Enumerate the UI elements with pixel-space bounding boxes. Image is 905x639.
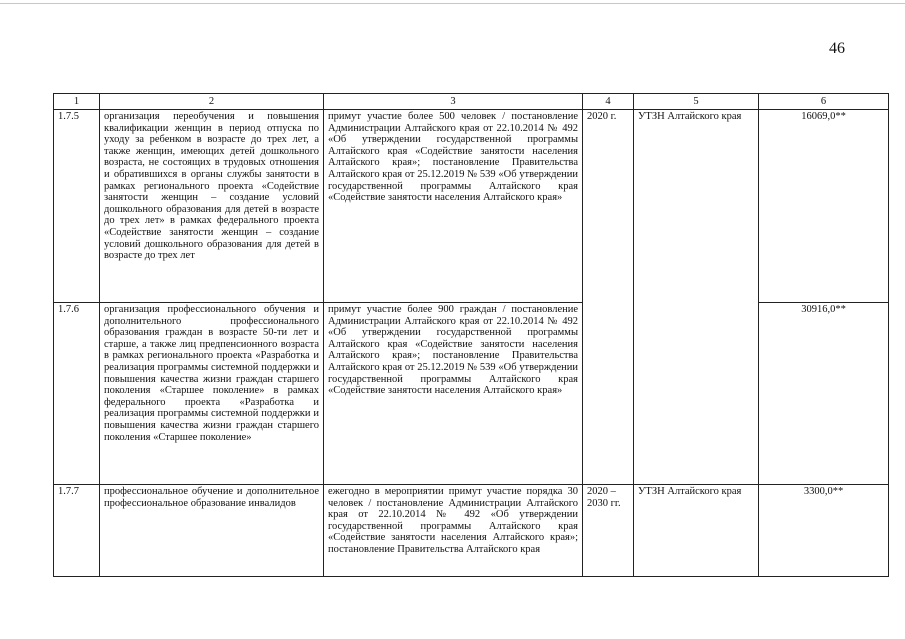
column-header: 6 bbox=[759, 94, 889, 110]
measure-executor bbox=[634, 303, 759, 485]
measure-period: 2020 – 2030 гг. bbox=[583, 485, 634, 577]
table-row bbox=[54, 110, 889, 303]
measure-executor: УТЗН Алтайского края bbox=[634, 485, 759, 577]
measure-amount: 16069,0** bbox=[759, 110, 889, 303]
top-rule bbox=[0, 3, 905, 4]
column-header: 2 bbox=[100, 94, 324, 110]
column-header: 3 bbox=[324, 94, 583, 110]
row-number: 1.7.5 bbox=[54, 110, 100, 303]
row-number: 1.7.6 bbox=[54, 303, 100, 485]
measure-period: 2020 г. bbox=[583, 110, 634, 303]
measure-basis: примут участие более 900 граждан / постановление Администрации Алтайского края от 22.10.2014 № 492 «Об утверждении государственной программы Алтайского края «Содействие занятости населения Алтайского края»; постановление Правительства Алтайского края от 25.12.2019 № 539 «Об утверждении государственной программы Алтайского края «Содействие занятости населения Алтайского края» bbox=[324, 303, 583, 485]
measure-period bbox=[583, 303, 634, 485]
page-number: 46 bbox=[829, 40, 845, 57]
column-header: 1 bbox=[54, 94, 100, 110]
row-number: 1.7.7 bbox=[54, 485, 100, 577]
measure-name: организация переобучения и повышения квалификации женщин в период отпуска по уходу за ребенком в возрасте до трех лет, а также женщин, имеющих детей дошкольного возраста, не состоящих в трудовых отношения и обратившихся в органы службы занятости в рамках регионального проекта «Содействие занятости женщин – создание условий дошкольного образования для детей в возрасте до трех лет» в рамках федерального проекта «Содействие занятости женщин – создание условий дошкольного образования для детей в возрасте до трех лет bbox=[100, 110, 324, 303]
table-row bbox=[54, 485, 889, 577]
measure-name: профессиональное обучение и дополнительное профессиональное образование инвалидов bbox=[100, 485, 324, 577]
measure-amount: 3300,0** bbox=[759, 485, 889, 577]
measures-table bbox=[53, 93, 889, 577]
measure-amount: 30916,0** bbox=[759, 303, 889, 485]
measure-basis: ежегодно в мероприятии примут участие порядка 30 человек / постановление Администрации Алтайского края от 22.10.2014 № 492 «Об утверждении государственной программы Алтайского края «Содействие занятости населения Алтайского края»; постановление Правительства Алтайского края bbox=[324, 485, 583, 577]
column-header: 5 bbox=[634, 94, 759, 110]
table-row bbox=[54, 303, 889, 485]
measure-executor: УТЗН Алтайского края bbox=[634, 110, 759, 303]
measure-basis: примут участие более 500 человек / постановление Администрации Алтайского края от 22.10.2014 № 492 «Об утверждении государственной программы Алтайского края «Содействие занятости населения Алтайского края»; постановление Правительства Алтайского края от 25.12.2019 № 539 «Об утверждении государственной программы Алтайского края «Содействие занятости населения Алтайского края» bbox=[324, 110, 583, 303]
measure-name: организация профессионального обучения и дополнительного профессионального образования граждан в возрасте 50-ти лет и старше, а также лиц предпенсионного возраста в рамках регионального проекта «Разработка и реализация программы системной поддержки и повышения качества жизни граждан старшего поколения «Старшее поколение» в рамках федерального проекта «Разработка и реализация программы системной поддержки и повышения качества жизни граждан старшего поколения «Старшее поколение» bbox=[100, 303, 324, 485]
table-header-row bbox=[54, 94, 889, 110]
column-header: 4 bbox=[583, 94, 634, 110]
